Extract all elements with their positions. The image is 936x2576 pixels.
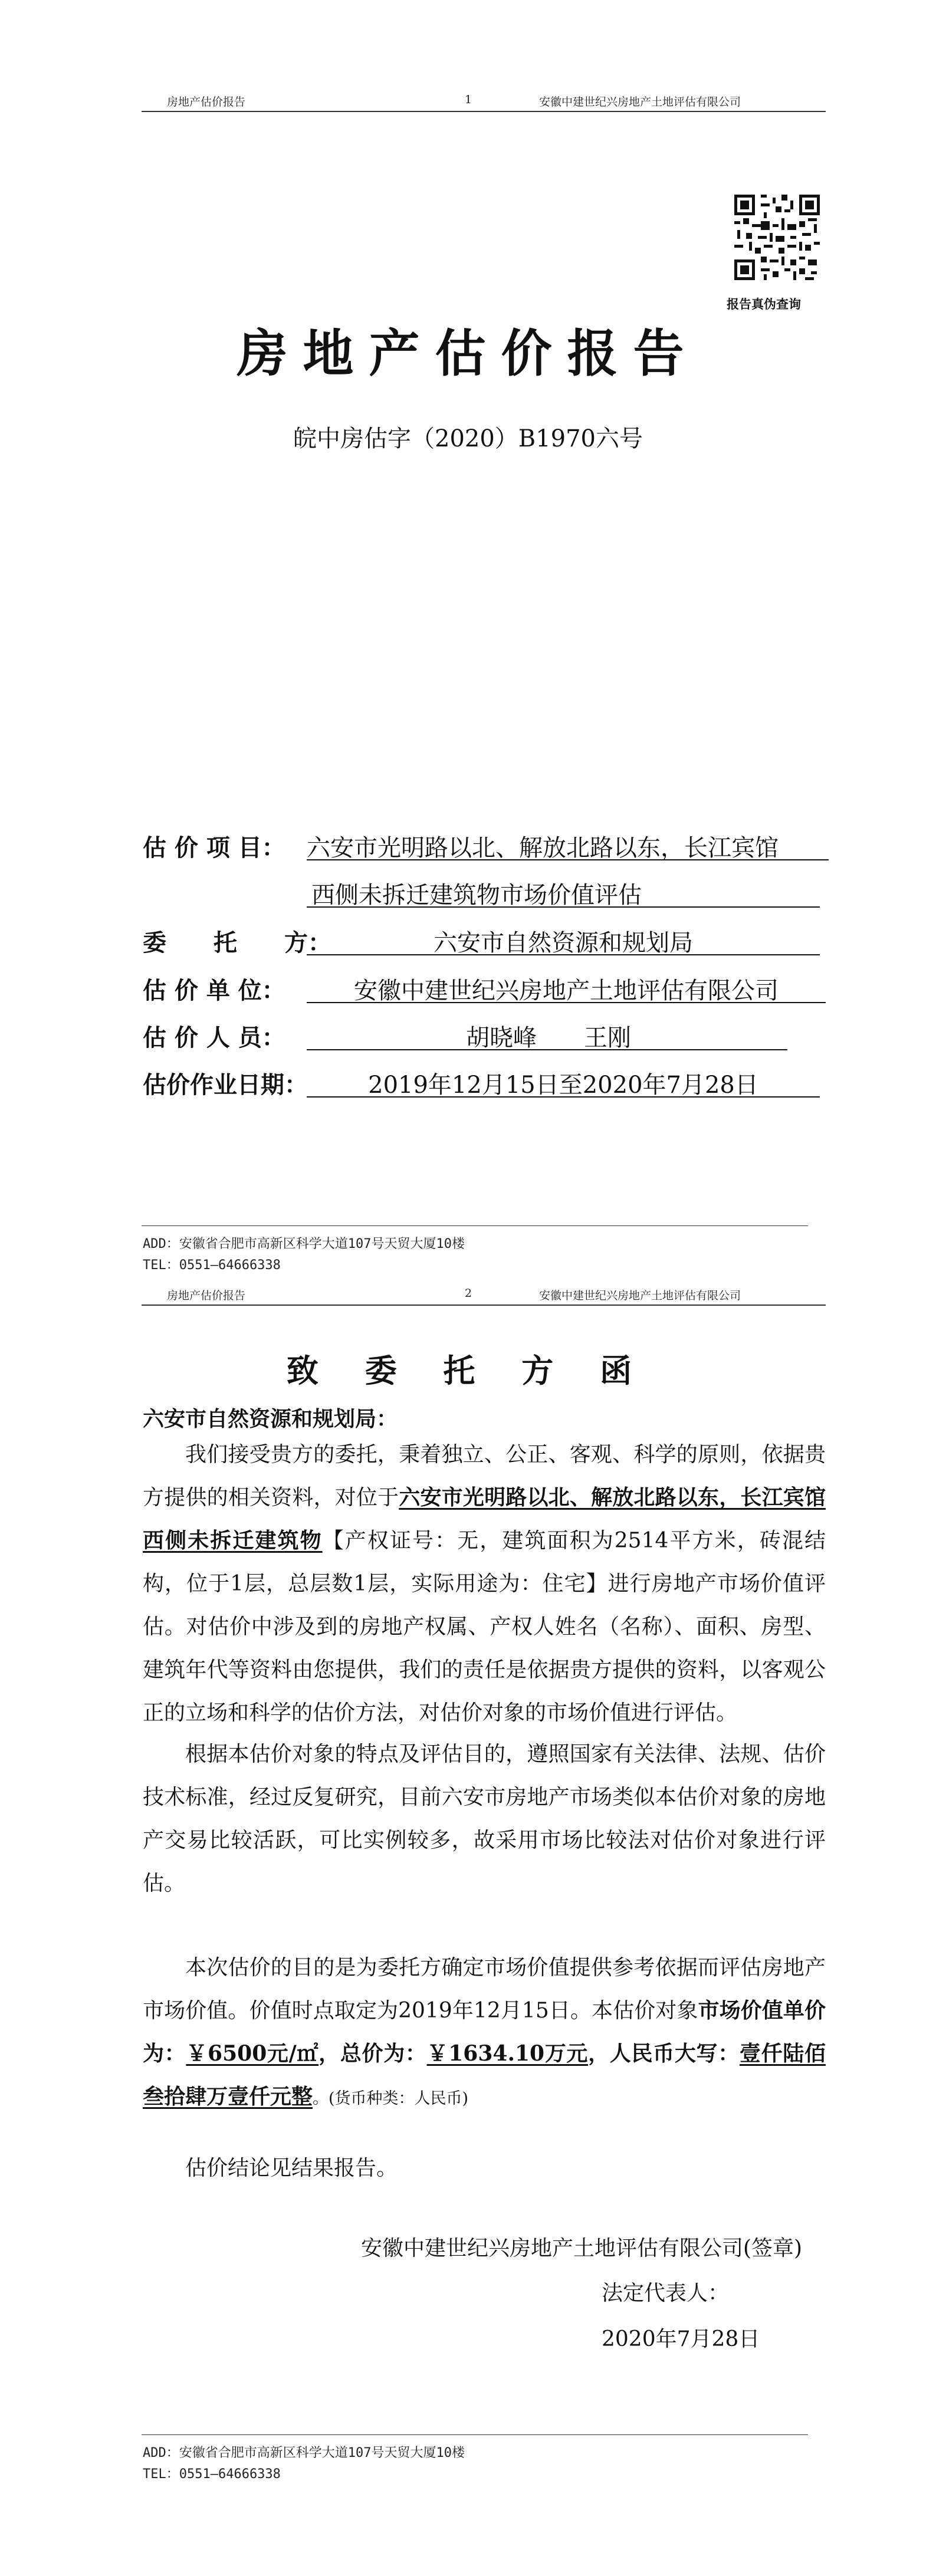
page1-header-left: 房地产估价报告 bbox=[167, 96, 246, 109]
work-date-underline bbox=[307, 1096, 820, 1098]
appraisers-value: 胡晓峰 王刚 bbox=[466, 1024, 631, 1052]
work-date-label: 估价作业日期： bbox=[143, 1071, 308, 1099]
work-date-value: 2019年12月15日至2020年7月28日 bbox=[368, 1072, 758, 1099]
project-value-line1: 六安市光明路以北、解放北路以东，长江宾馆 bbox=[307, 834, 779, 862]
appraisers-label: 估 价 人 员： bbox=[143, 1024, 285, 1052]
letter-paragraph-3: 本次估价的目的是为委托方确定市场价值提供参考依据而评估房地产市场价值。价值时点取定为2019年12月15日。本估价对象市场价值单价为：￥6500元/㎡，总价为：￥1634.10万元，人民币大写：壹仟陆佰叁拾肆万壹仟元整。(货币种类：人民币) bbox=[143, 1956, 826, 2109]
letter-paragraph-2: 根据本估价对象的特点及评估目的，遵照国家有关法律、法规、估价技术标准，经过反复研究，目前六安市房地产市场类似本估价对象的房地产交易比较活跃，可比实例较多，故采用市场比较法对估价对象进行评估。 bbox=[143, 1742, 826, 1895]
qr-caption: 报告真伪查询 bbox=[727, 297, 801, 311]
page1-header-rule bbox=[142, 111, 826, 112]
letter-paragraph-1: 我们接受贵方的委托，秉着独立、公正、客观、科学的原则，依据贵方提供的相关资料，对位于六安市光明路以北、解放北路以东，长江宾馆西侧未拆迁建筑物【产权证号：无，建筑面积为2514平方米，砖混结构，位于1层，总层数1层，实际用途为：住宅】进行房地产市场价值评估。对估价中涉及到的房地产权属、产权人姓名（名称）、面积、房型、建筑年代等资料由您提供，我们的责任是依据贵方提供的资料，以客观公正的立场和科学的估价方法，对估价对象的市场价值进行评估。 bbox=[143, 1443, 826, 1725]
project-value-line2: 西侧未拆迁建筑物市场价值评估 bbox=[311, 882, 642, 909]
appraisers-underline bbox=[307, 1049, 787, 1050]
page2-footer-rule bbox=[142, 2434, 808, 2435]
page2-header-rule bbox=[142, 1305, 826, 1306]
appraiser-org-value: 安徽中建世纪兴房地产土地评估有限公司 bbox=[354, 977, 779, 1004]
letter-addressee: 六安市自然资源和规划局： bbox=[143, 1407, 398, 1431]
client-label: 委 托 方： bbox=[143, 929, 331, 957]
total-price-uppercase: 壹仟陆佰叁拾肆万壹仟元整 bbox=[143, 2041, 826, 2109]
page2-footer-address: ADD：安徽省合肥市高新区科学大道107号天贸大厦10楼 bbox=[143, 2446, 465, 2460]
appraiser-org-underline bbox=[307, 1002, 826, 1003]
conclusion-note: 估价结论见结果报告。 bbox=[185, 2156, 398, 2180]
project-underline-2 bbox=[307, 906, 820, 908]
signature-legal-rep: 法定代表人： bbox=[602, 2281, 730, 2305]
page1-footer-tel: TEL：0551—64666338 bbox=[143, 1258, 281, 1273]
project-label: 估 价 项 目： bbox=[143, 834, 285, 862]
qr-code-icon[interactable] bbox=[734, 195, 820, 280]
signature-company: 安徽中建世纪兴房地产土地评估有限公司(签章) bbox=[361, 2236, 803, 2260]
client-underline bbox=[307, 954, 820, 955]
report-number: 皖中房估字（2020）B1970六号 bbox=[293, 425, 643, 452]
project-underline-1 bbox=[307, 859, 829, 860]
report-title: 房地产估价报告 bbox=[237, 324, 699, 383]
page1-header-page-number: 1 bbox=[465, 93, 472, 106]
client-value: 六安市自然资源和规划局 bbox=[433, 929, 693, 957]
page2-header-right: 安徽中建世纪兴房地产土地评估有限公司 bbox=[539, 1289, 741, 1302]
page2-footer-tel: TEL：0551—64666338 bbox=[143, 2467, 281, 2482]
page1-footer-rule bbox=[142, 1225, 808, 1226]
unit-price: ￥6500元/㎡ bbox=[186, 2041, 319, 2066]
page1-header-right: 安徽中建世纪兴房地产土地评估有限公司 bbox=[539, 96, 741, 109]
total-price: ￥1634.10万元 bbox=[426, 2041, 589, 2066]
signature-date: 2020年7月28日 bbox=[602, 2327, 760, 2351]
page1-footer-address: ADD：安徽省合肥市高新区科学大道107号天贸大厦10楼 bbox=[143, 1237, 465, 1251]
page2-header-left: 房地产估价报告 bbox=[167, 1289, 246, 1302]
appraiser-org-label: 估 价 单 位： bbox=[143, 977, 285, 1004]
page2-header-page-number: 2 bbox=[465, 1287, 472, 1300]
letter-title: 致 委 托 方 函 bbox=[286, 1352, 650, 1389]
property-location: 六安市光明路以北、解放北路以东，长江宾馆西侧未拆迁建筑物 bbox=[143, 1485, 826, 1553]
